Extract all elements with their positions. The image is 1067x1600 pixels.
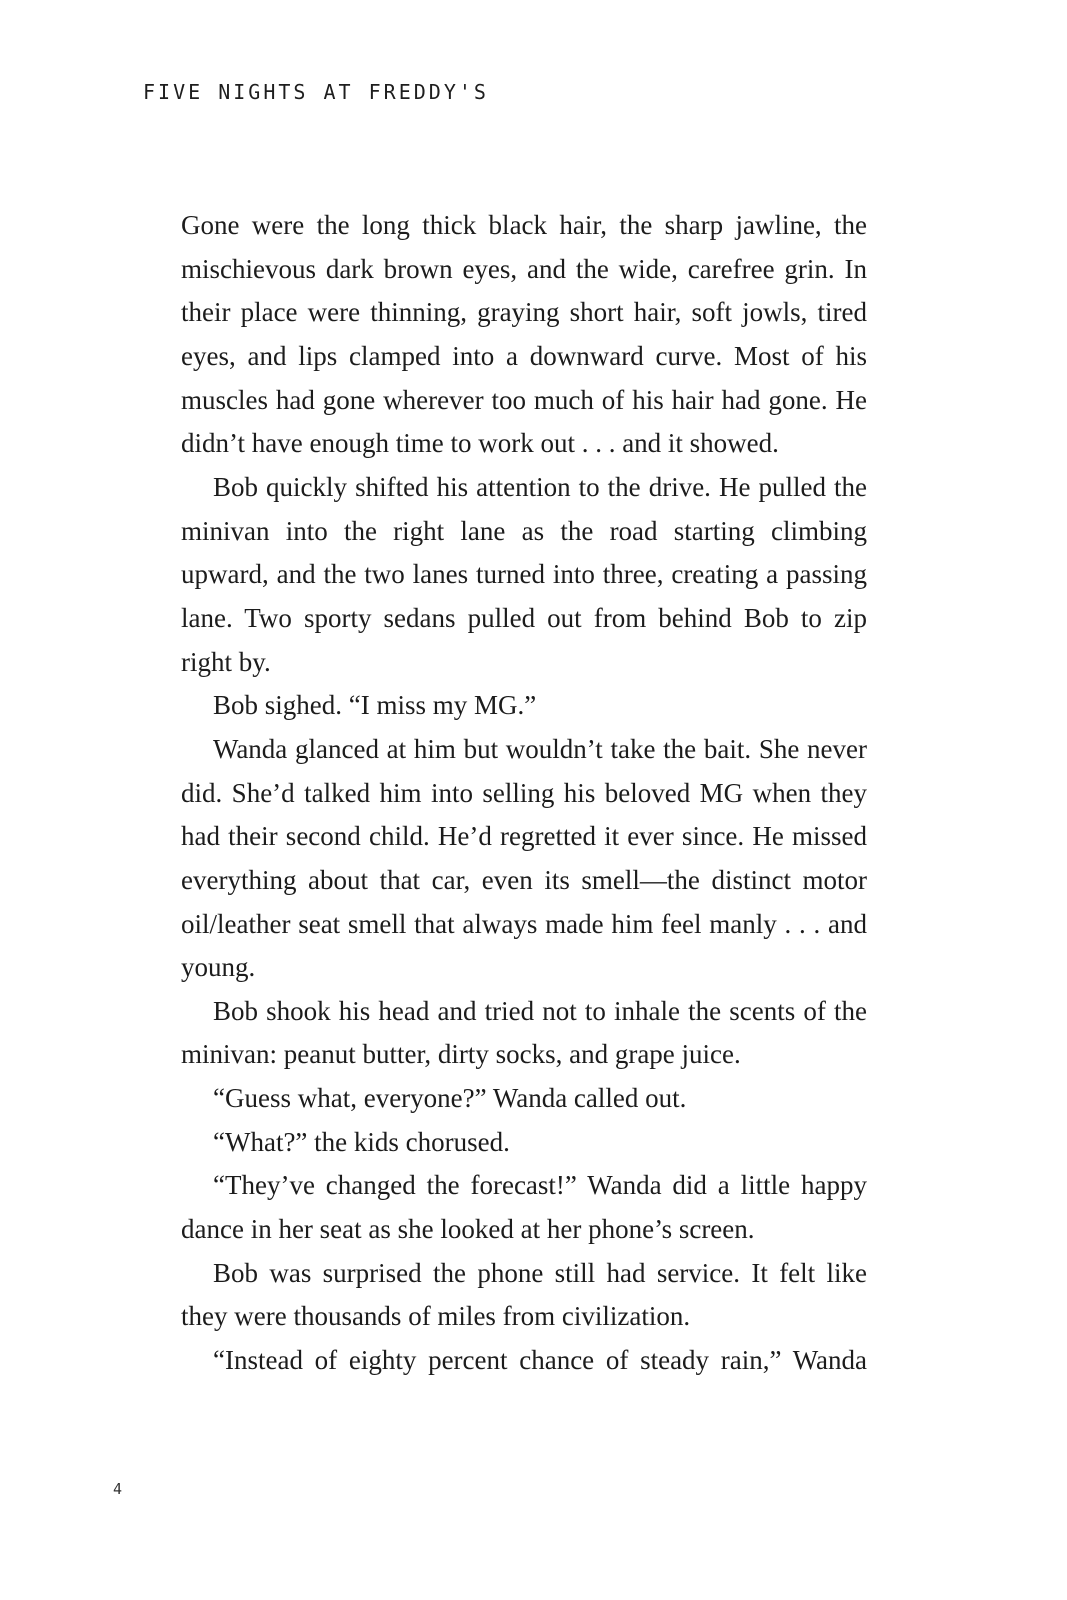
paragraph: Bob shook his head and tried not to inhale the scents of the minivan: peanut butter, dirty socks, and grape juice. — [181, 995, 867, 1070]
paragraph: Gone were the long thick black hair, the sharp jawline, the mischievous dark brown eyes, and the wide, carefree grin. In their place were thinning, graying short hair, soft jowls, tired eyes, and lips clamped into a downward curve. Most of his muscles had gone wherever too much of his hair had gone. He didn’t have enough time to work out . . . and it showed. — [181, 210, 867, 459]
paragraph: Bob was surprised the phone still had service. It felt like they were thousands of miles from civilization. — [181, 1257, 867, 1332]
paragraph: “Instead of eighty percent chance of steady rain,” Wanda — [213, 1345, 867, 1376]
running-head: FIVE NIGHTS AT FREDDY'S — [143, 80, 489, 104]
paragraph: Wanda glanced at him but wouldn’t take the bait. She never did. She’d talked him into selling his beloved MG when they had their second child. He’d regretted it ever since. He missed everything about that car, even its smell—the distinct motor oil/leather seat smell that always made him feel manly . . . and young. — [181, 733, 867, 983]
paragraph: “What?” the kids chorused. — [213, 1126, 510, 1157]
paragraph: “They’ve changed the forecast!” Wanda did a little happy dance in her seat as she looked at her phone’s screen. — [181, 1170, 867, 1245]
paragraph: Bob sighed. “I miss my MG.” — [213, 690, 537, 721]
paragraph: Bob quickly shifted his attention to the drive. He pulled the minivan into the right lane as the road starting climbing upward, and the two lanes turned into three, creating a passing lane. Two sporty sedans pulled out from behind Bob to zip right by. — [181, 471, 867, 677]
page-number: 4 — [113, 1480, 123, 1498]
body-text — [181, 204, 867, 1383]
paragraph: “Guess what, everyone?” Wanda called out. — [213, 1083, 687, 1114]
